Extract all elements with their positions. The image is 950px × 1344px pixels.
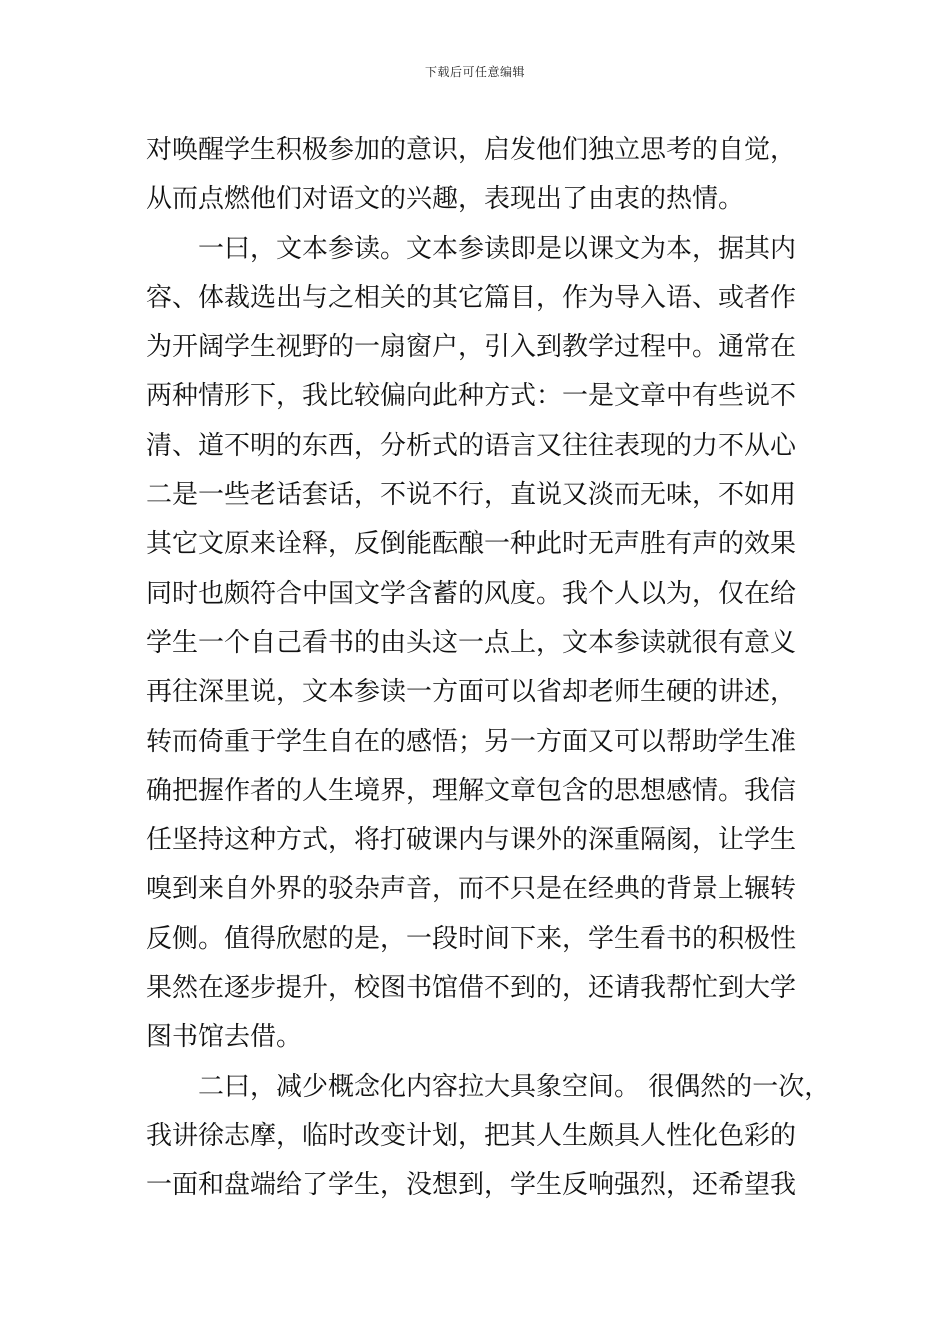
text-line: 确把握作者的人生境界，理解文章包含的思想感情。我信 (146, 775, 797, 806)
text-line: 图书馆去借。 (146, 1022, 303, 1053)
text-line: 二曰，减少概念化内容拉大具象空间。 很偶然的一次， (146, 1071, 831, 1102)
text-line: 一面和盘端给了学生，没想到，学生反响强烈，还希望我 (146, 1170, 797, 1201)
text-line: 嗅到来自外界的驳杂声音，而不只是在经典的背景上辗转 (146, 874, 797, 905)
text-line: 反侧。值得欣慰的是，一段时间下来，学生看书的积极性 (146, 923, 797, 954)
document-body (146, 126, 831, 1211)
text-line: 其它文原来诠释，反倒能酝酿一种此时无声胜有声的效果 (146, 529, 797, 560)
text-line: 一曰，文本参读。文本参读即是以课文为本，据其内 (146, 233, 797, 264)
text-line: 同时也颇符合中国文学含蓄的风度。我个人以为，仅在给 (146, 578, 797, 609)
text-line: 对唤醒学生积极参加的意识，启发他们独立思考的自觉， (146, 135, 797, 165)
text-line: 从而点燃他们对语文的兴趣，表现出了由衷的热情。 (146, 184, 745, 215)
text-line: 果然在逐步提升，校图书馆借不到的，还请我帮忙到大学 (146, 973, 797, 1004)
text-line: 清、道不明的东西，分析式的语言又往往表现的力不从心 (146, 430, 797, 461)
page-header: 下载后可任意编辑 (424, 65, 525, 79)
text-line: 任坚持这种方式，将打破课内与课外的深重隔阂，让学生 (146, 825, 797, 856)
text-line: 容、体裁选出与之相关的其它篇目，作为导入语、或者作 (146, 282, 797, 313)
text-line: 二是一些老话套话，不说不行，直说又淡而无味，不如用 (146, 480, 797, 511)
text-line: 两种情形下，我比较偏向此种方式：一是文章中有些说不 (146, 381, 797, 412)
text-line: 转而倚重于学生自在的感悟；另一方面又可以帮助学生准 (146, 726, 797, 757)
text-line: 为开阔学生视野的一扇窗户，引入到教学过程中。通常在 (146, 332, 797, 363)
text-line: 再往深里说，文本参读一方面可以省却老师生硬的讲述， (146, 677, 797, 708)
text-line: 学生一个自己看书的由头这一点上，文本参读就很有意义 (146, 627, 797, 658)
text-line: 我讲徐志摩，临时改变计划，把其人生颇具人性化色彩的 (146, 1120, 797, 1151)
